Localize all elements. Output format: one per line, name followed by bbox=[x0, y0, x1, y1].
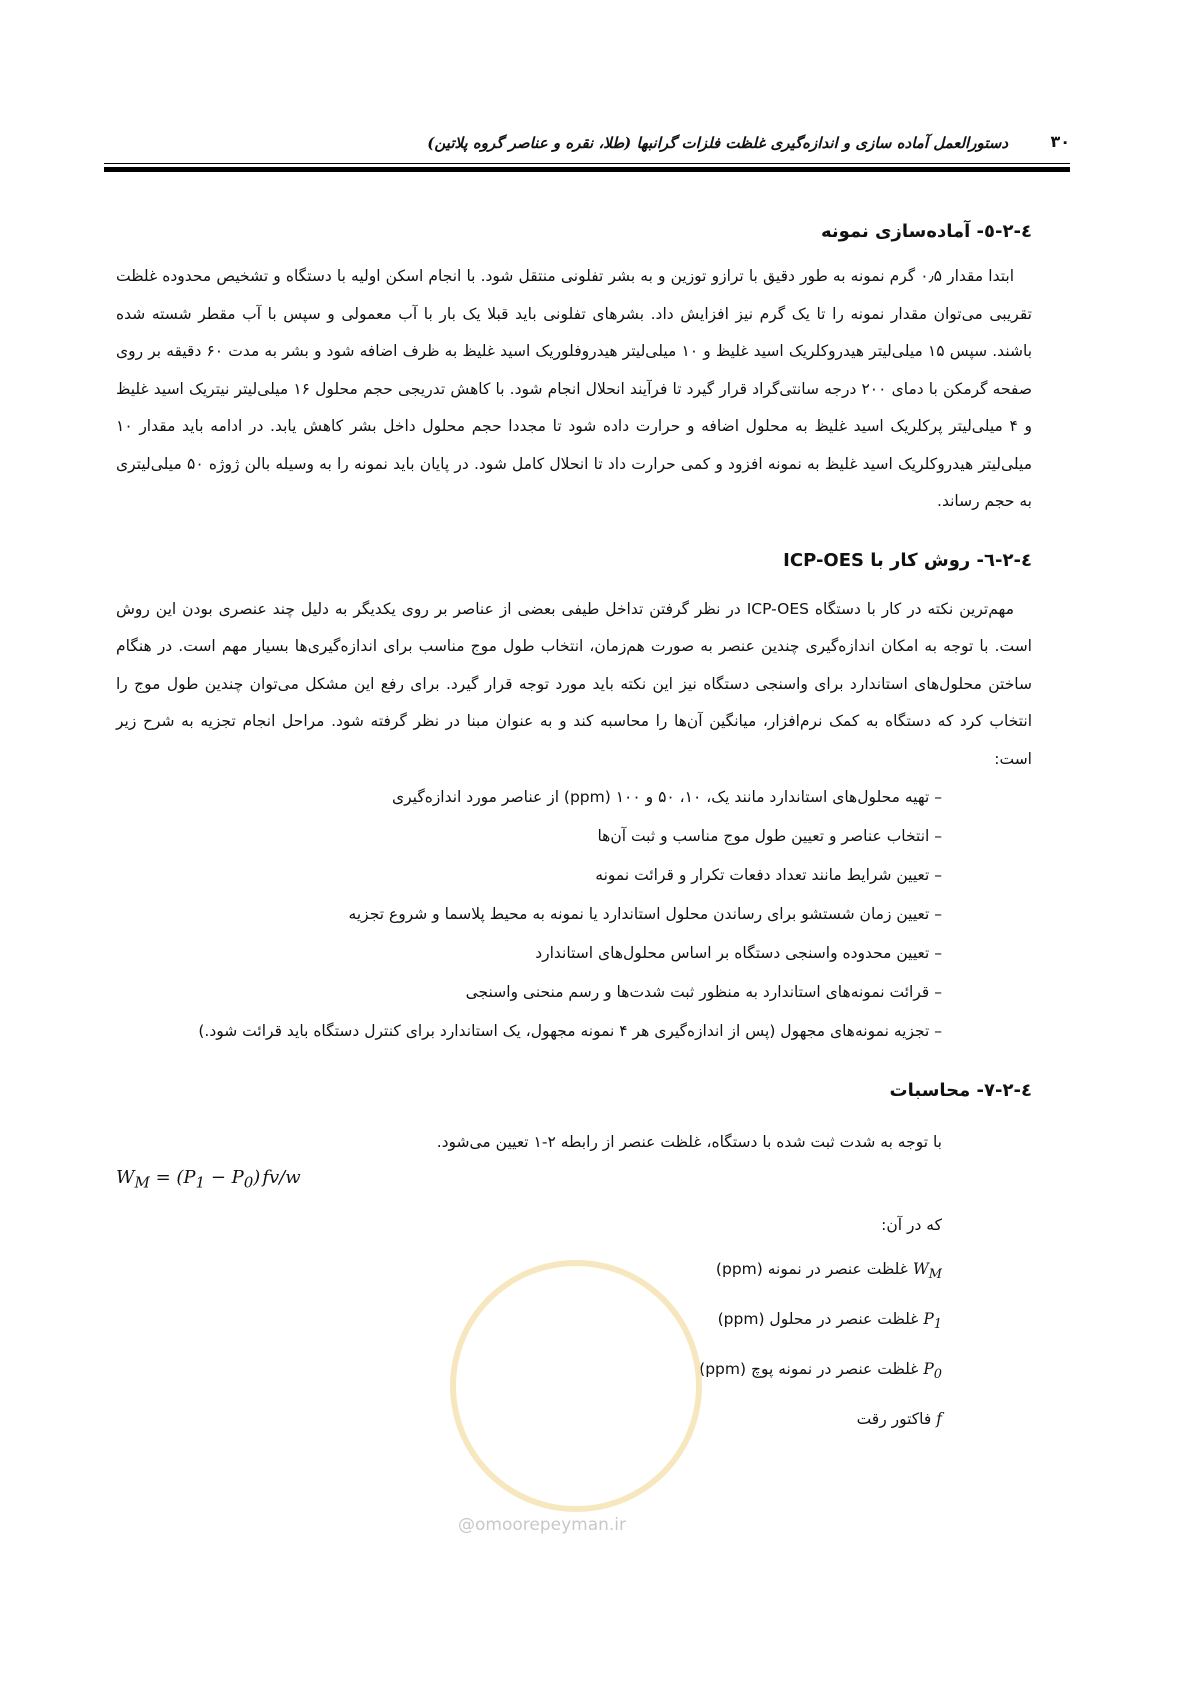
calculation-intro: با توجه به شدت ثبت شده با دستگاه، غلظت عنصر از رابطه ٢-١ تعیین می‌شود. bbox=[436, 1133, 942, 1151]
section-heading-sample-prep: ٤-٢-٥- آماده‌سازی نمونه bbox=[820, 221, 1032, 242]
list-item: – انتخاب عناصر و تعیین طول موج مناسب و ثبت آن‌ها bbox=[597, 827, 942, 845]
list-item: – تعیین زمان شستشو برای رساندن محلول استاندارد یا نمونه به محیط پلاسما و شروع تجزیه bbox=[348, 905, 942, 923]
definition-symbol: $P_0$ bbox=[923, 1360, 942, 1383]
definition-symbol: $P_1$ bbox=[923, 1310, 942, 1333]
section-paragraph-sample-prep: ابتدا مقدار ۰٫۵ گرم نمونه به طور دقیق با ترازو توزین و به بشر تفلونی منتقل شود. با انجام اسکن اولیه با دستگاه و تشخیص محدوده غلظت تقریبی می‌توان مقدار نمونه را تا یک گرم نیز افزایش داد. بشرهای تفلونی باید قبلا یک بار با آب معمولی و سپس با آب مقطر شسته شده باشند. سپس ۱۵ میلی‌لیتر هیدروکلریک اسید غلیظ و ۱۰ میلی‌لیتر هیدروفلوریک اسید غلیظ به ظرف اضافه شود و بشر به مدت ۶۰ دقیقه بر روی صفحه گرمکن با دمای ۲۰۰ درجه سانتی‌گراد قرار گیرد تا فرآیند انحلال انجام شود. با کاهش تدریجی حجم محلول ۱۶ میلی‌لیتر نیتریک اسید غلیظ و ۴ میلی‌لیتر پرکلریک اسید غلیظ به محلول اضافه و حرارت داده شود تا مجددا حجم محلول داخل بشر کاهش یابد. در ادامه باید مقدار ۱۰ میلی‌لیتر هیدروکلریک اسید غلیظ به نمونه افزود و کمی حرارت داد تا انحلال کامل شود. در پایان باید نمونه را به وسیله بالن ژوژه ۵۰ میلی‌لیتری به حجم رساند. bbox=[116, 267, 1033, 510]
concentration-formula: $W_M = (P_1 - P_0)$ fv/w bbox=[116, 1167, 301, 1192]
list-item: – قرائت نمونه‌های استاندارد به منظور ثبت شدت‌ها و رسم منحنی واسنجی bbox=[465, 983, 942, 1001]
where-label: که در آن: bbox=[881, 1216, 942, 1234]
definition-text: غلظت عنصر در نمونه پوچ (ppm) bbox=[699, 1360, 919, 1379]
section-heading-icp-method: ٤-٢-٦- روش کار با ICP-OES bbox=[783, 549, 1032, 571]
section-paragraph-icp-method: مهم‌ترین نکته در کار با دستگاه ICP-OES در نظر گرفتن تداخل طیفی بعضی از عناصر بر روی یکدیگر به دلیل چند عنصری بودن این روش است. با توجه به امکان اندازه‌گیری چندین عنصر به صورت هم‌زمان، انتخاب طول موج مناسب برای اندازه‌گیری‌ها بسیار مهم است. در هنگام ساختن محلول‌های استاندارد برای واسنجی دستگاه نیز این نکته باید مورد توجه قرار گیرد. برای رفع این مشکل می‌توان چندین طول موج را انتخاب کرد که دستگاه به کمک نرم‌افزار، میانگین آن‌ها را محاسبه کند و به عنوان مبنا در نظر گرفته شود. مراحل انجام تجزیه به شرح زیر است: bbox=[116, 599, 1032, 768]
definition-text: غلظت عنصر در محلول (ppm) bbox=[717, 1310, 919, 1329]
watermark-seal-icon bbox=[450, 1260, 702, 1512]
page-number: ۳۰ bbox=[1050, 132, 1070, 151]
analysis-steps-list bbox=[116, 778, 1032, 1051]
header-rule-thick bbox=[104, 167, 1070, 172]
list-item: – تهیه محلول‌های استاندارد مانند یک، ۱۰، ۵۰ و ۱۰۰ (ppm) از عناصر مورد اندازه‌گیری bbox=[391, 788, 942, 806]
definition-symbol: $W_M$ bbox=[912, 1260, 942, 1283]
list-item: – تعیین محدوده واسنجی دستگاه بر اساس محلول‌های استاندارد bbox=[535, 944, 942, 962]
list-item: – تجزیه نمونه‌های مجهول (پس از اندازه‌گیری هر ۴ نمونه مجهول، یک استاندارد برای کنترل دستگاه باید قرائت شود.) bbox=[198, 1022, 942, 1040]
header-title: دستورالعمل آماده سازی و اندازه‌گیری غلظت فلزات گرانبها (طلا، نقره و عناصر گروه پلاتین) bbox=[427, 134, 1008, 152]
definition-text: غلظت عنصر در نمونه (ppm) bbox=[715, 1260, 908, 1278]
definition-text: فاکتور رقت bbox=[856, 1410, 932, 1429]
header-rule-thin bbox=[104, 163, 1070, 164]
document-body bbox=[116, 210, 1032, 1441]
list-item: – تعیین شرایط مانند تعداد دفعات تکرار و قرائت نمونه bbox=[595, 866, 942, 884]
formula-row bbox=[116, 1161, 1032, 1203]
section-heading-calculations: ٤-٢-٧- محاسبات bbox=[889, 1080, 1032, 1101]
page-header bbox=[104, 128, 1070, 168]
definition-symbol: f bbox=[936, 1410, 942, 1429]
watermark-text: @omoorepeyman.ir bbox=[458, 1515, 627, 1535]
